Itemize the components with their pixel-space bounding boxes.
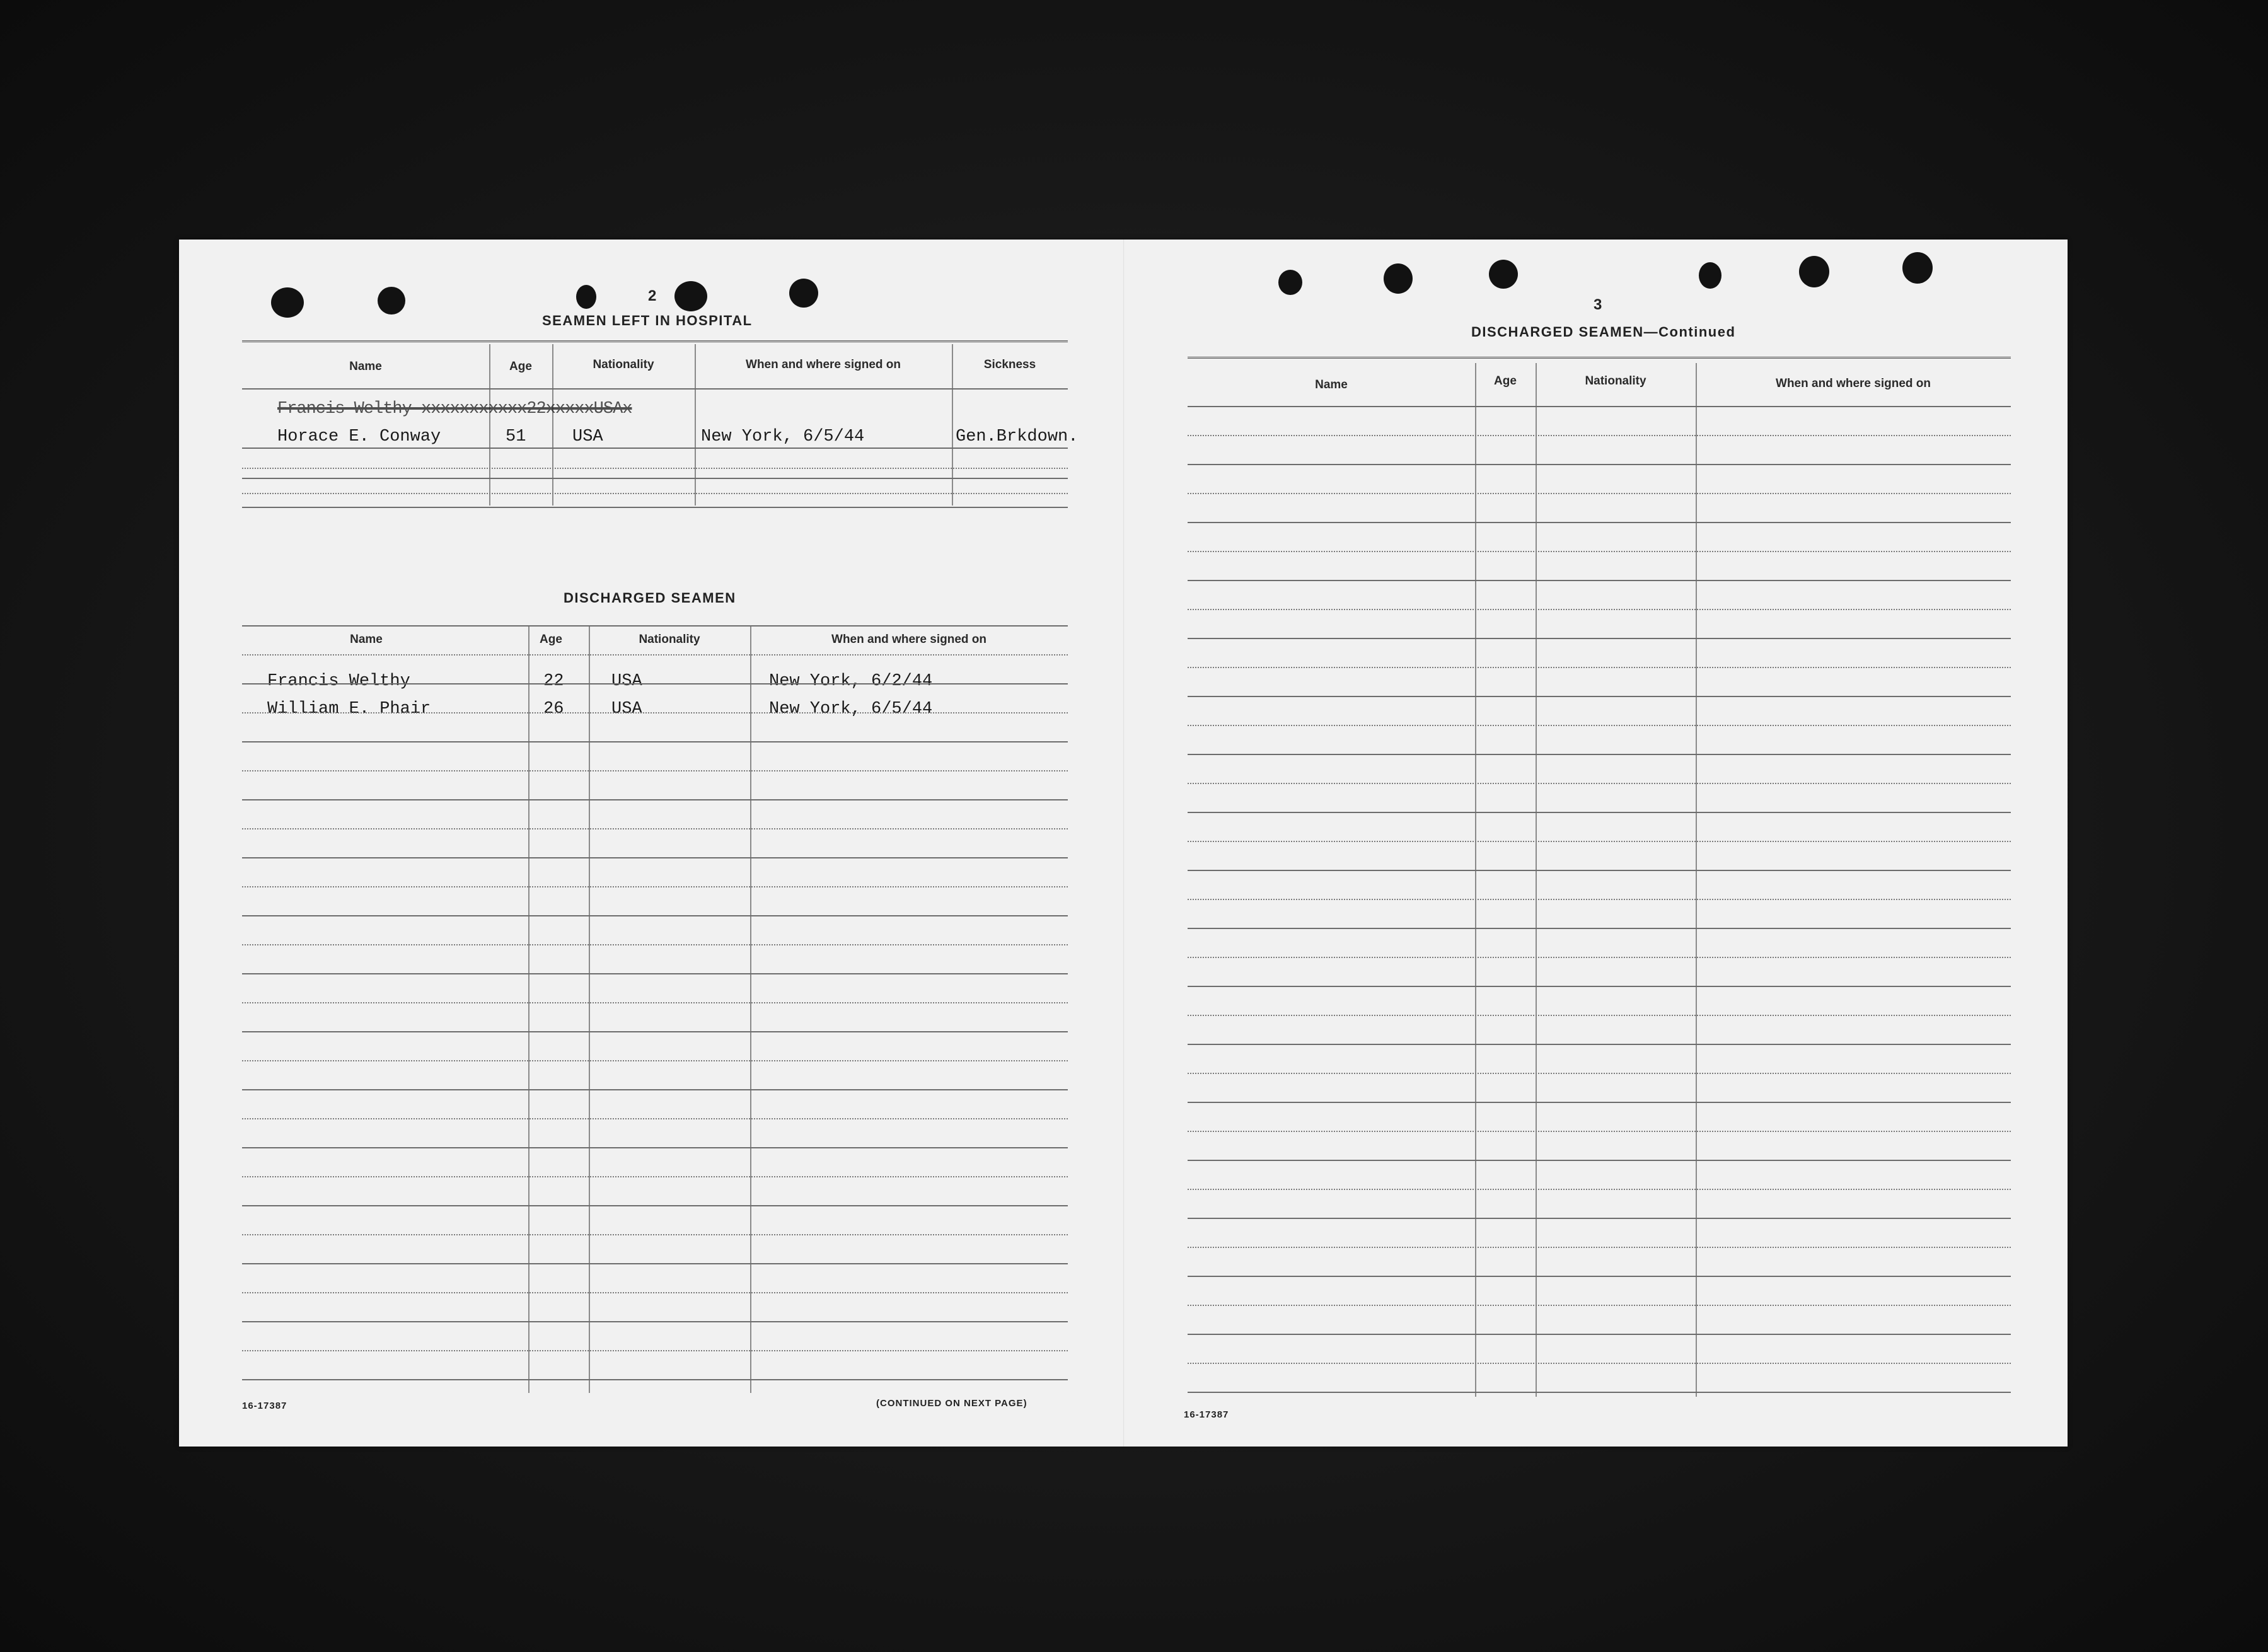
row-rule: [242, 507, 1068, 508]
punch-hole: [1902, 252, 1933, 284]
row-rule: [1188, 493, 2011, 494]
row-rule: [1188, 1218, 2011, 1219]
discharged-nationality: USA: [611, 672, 642, 691]
row-rule: [1188, 841, 2011, 842]
hospital-nationality: USA: [572, 427, 603, 446]
column-rule: [552, 344, 553, 505]
row-rule: [1188, 928, 2011, 929]
row-rule: [242, 1321, 1068, 1322]
discharged-signed-on: New York, 6/2/44: [769, 672, 933, 691]
hospital-age: 51: [506, 427, 526, 446]
row-rule: [1188, 551, 2011, 552]
row-rule: [242, 1379, 1068, 1380]
row-rule: [1188, 754, 2011, 755]
col-header-name: Name: [350, 633, 383, 646]
row-rule: [242, 944, 1068, 945]
col-header-signed-on: When and where signed on: [1776, 377, 1931, 390]
row-rule: [242, 741, 1068, 742]
form-number: 16-17387: [242, 1401, 287, 1411]
row-rule: [242, 857, 1068, 858]
punch-hole: [789, 279, 818, 308]
row-rule: [242, 1002, 1068, 1003]
discharged-nationality: USA: [611, 700, 642, 719]
row-rule: [1188, 522, 2011, 523]
col-header-signed-on: When and where signed on: [746, 358, 901, 371]
row-rule: [1188, 609, 2011, 610]
col-header-nationality: Nationality: [639, 633, 700, 646]
row-rule: [242, 1147, 1068, 1148]
row-rule: [242, 1234, 1068, 1235]
column-rule: [1475, 363, 1476, 1397]
row-rule: [242, 448, 1068, 449]
row-rule: [242, 625, 1068, 627]
row-rule: [242, 468, 1068, 469]
row-rule: [242, 770, 1068, 771]
row-rule: [242, 388, 1068, 390]
row-rule: [242, 915, 1068, 916]
punch-hole: [1799, 256, 1829, 287]
table-rule: [1188, 357, 2011, 359]
right-section-title: DISCHARGED SEAMEN—Continued: [1471, 324, 1736, 340]
punch-hole: [1278, 270, 1302, 295]
row-rule: [1188, 1247, 2011, 1248]
row-rule: [242, 1205, 1068, 1206]
hospital-signed-on: New York, 6/5/44: [701, 427, 865, 446]
continued-note: (CONTINUED ON NEXT PAGE): [876, 1398, 1027, 1409]
row-rule: [1188, 464, 2011, 465]
row-rule: [1188, 899, 2011, 900]
row-rule: [1188, 1044, 2011, 1045]
hospital-name: Horace E. Conway: [277, 427, 441, 446]
row-rule: [1188, 1160, 2011, 1161]
row-rule: [242, 973, 1068, 974]
column-rule: [695, 344, 696, 505]
row-rule: [1188, 580, 2011, 581]
row-rule: [242, 886, 1068, 887]
col-header-signed-on: When and where signed on: [831, 633, 986, 646]
discharged-section-title: DISCHARGED SEAMEN: [564, 590, 736, 606]
table-rule: [242, 340, 1068, 342]
row-rule: [1188, 783, 2011, 784]
row-rule: [1188, 1102, 2011, 1103]
hospital-sickness: Gen.Brkdown.: [956, 427, 1079, 446]
col-header-nationality: Nationality: [593, 358, 654, 371]
row-rule: [1188, 1334, 2011, 1335]
punch-hole: [576, 285, 596, 309]
row-rule: [1188, 406, 2011, 407]
col-header-age: Age: [540, 633, 562, 646]
col-header-name: Name: [1315, 378, 1348, 391]
page-fold: [1123, 240, 1125, 1447]
discharged-name: Francis Welthy: [267, 672, 410, 691]
col-header-age: Age: [1494, 374, 1517, 388]
row-rule: [1188, 1305, 2011, 1306]
row-rule: [242, 1060, 1068, 1061]
row-rule: [1188, 812, 2011, 813]
row-rule: [242, 1089, 1068, 1090]
row-rule: [242, 1176, 1068, 1177]
column-rule: [528, 625, 529, 1393]
punch-hole: [1489, 260, 1518, 289]
page-number: 2: [648, 287, 657, 304]
form-number: 16-17387: [1184, 1409, 1229, 1420]
column-rule: [1536, 363, 1537, 1397]
row-rule: [242, 654, 1068, 656]
discharged-age: 22: [543, 672, 564, 691]
row-rule: [242, 1118, 1068, 1119]
row-rule: [242, 828, 1068, 829]
row-rule: [242, 1263, 1068, 1264]
row-rule: [1188, 1073, 2011, 1074]
row-rule: [1188, 1015, 2011, 1016]
column-rule: [489, 344, 490, 505]
row-rule: [242, 493, 1068, 494]
col-header-sickness: Sickness: [983, 358, 1036, 371]
row-rule: [1188, 638, 2011, 639]
row-rule: [1188, 957, 2011, 958]
punch-hole: [378, 287, 405, 315]
ledger-spread: [179, 240, 2068, 1447]
row-rule: [1188, 725, 2011, 726]
column-rule: [1696, 363, 1697, 1397]
row-rule: [1188, 870, 2011, 871]
column-rule: [952, 344, 953, 505]
row-rule: [242, 1292, 1068, 1293]
row-rule: [1188, 1131, 2011, 1132]
row-rule: [242, 1350, 1068, 1351]
row-rule: [242, 683, 1068, 684]
col-header-nationality: Nationality: [1585, 374, 1646, 388]
row-rule: [242, 1031, 1068, 1032]
discharged-signed-on: New York, 6/5/44: [769, 700, 933, 719]
row-rule: [242, 712, 1068, 713]
row-rule: [1188, 1276, 2011, 1277]
struck-entry: Francis Welthy xxxxxxxxxxx22xxxxxUSAx: [277, 400, 632, 419]
punch-hole: [674, 281, 707, 311]
row-rule: [1188, 667, 2011, 668]
row-rule: [1188, 696, 2011, 697]
col-header-age: Age: [509, 360, 532, 373]
row-rule: [1188, 1189, 2011, 1190]
col-header-name: Name: [349, 360, 382, 373]
row-rule: [1188, 435, 2011, 436]
punch-hole: [271, 287, 304, 318]
column-rule: [589, 625, 590, 1393]
row-rule: [1188, 986, 2011, 987]
row-rule: [1188, 1392, 2011, 1393]
column-rule: [750, 625, 751, 1393]
hospital-section-title: SEAMEN LEFT IN HOSPITAL: [542, 313, 753, 328]
page-number: 3: [1594, 296, 1602, 313]
row-rule: [242, 478, 1068, 479]
punch-hole: [1699, 262, 1721, 289]
discharged-name: William E. Phair: [267, 700, 431, 719]
punch-hole: [1384, 263, 1413, 294]
row-rule: [1188, 1363, 2011, 1364]
discharged-age: 26: [543, 700, 564, 719]
row-rule: [242, 799, 1068, 800]
